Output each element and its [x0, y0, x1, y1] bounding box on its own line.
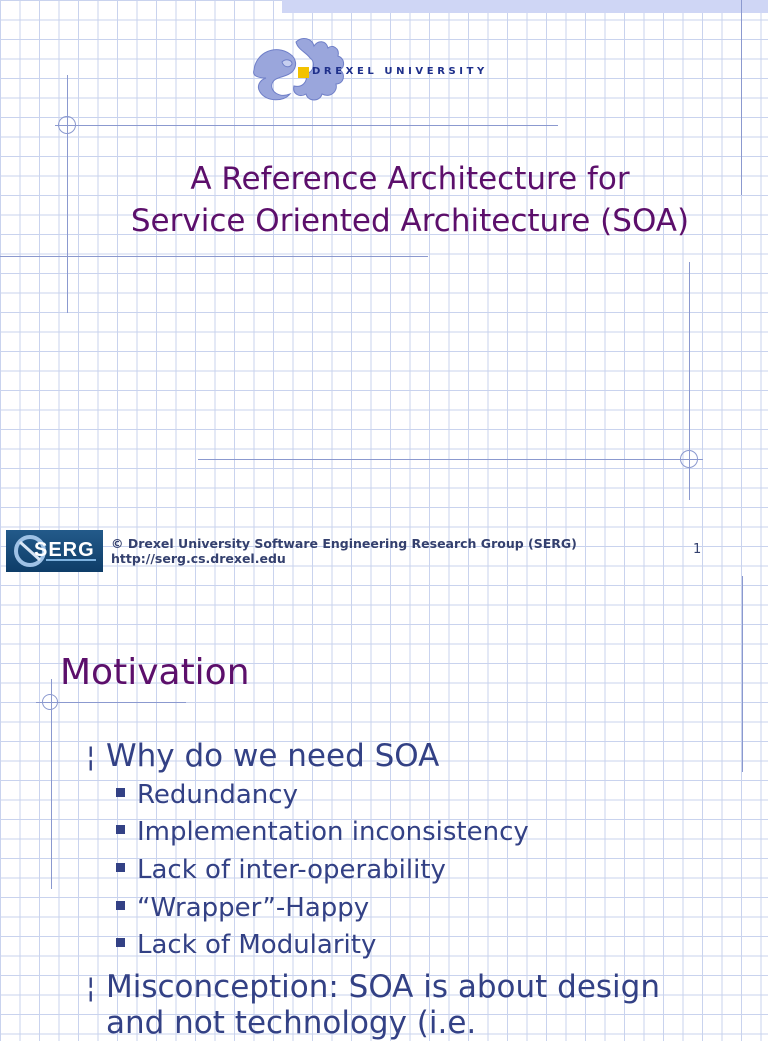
footer-copyright: © Drexel University Software Engineering Research Group (SERG): [111, 536, 577, 551]
crosshair-circle: [680, 450, 698, 468]
bullet-text: Why do we need SOA: [106, 738, 440, 774]
crosshair-circle: [42, 694, 58, 710]
horizontal-rule: [36, 702, 186, 703]
sub-bullet-text: “Wrapper”-Happy: [137, 893, 370, 923]
page-number: 1: [693, 542, 702, 557]
footer-text: [111, 536, 577, 566]
title-line-2: Service Oriented Architecture (SOA): [130, 203, 690, 239]
square-bullet-icon: [116, 863, 125, 872]
bullet-text: Misconception: SOA is about design: [106, 969, 660, 1005]
crosshair-circle: [58, 116, 76, 134]
logo-accent-square: [298, 67, 309, 78]
vertical-rule: [742, 576, 743, 772]
square-bullet-icon: [116, 938, 125, 947]
bullet-marker: ¦: [86, 740, 96, 773]
square-bullet-icon: [116, 788, 125, 797]
horizontal-rule: [198, 459, 703, 460]
slide-heading: Motivation: [60, 652, 250, 693]
vertical-rule: [51, 679, 52, 889]
sub-bullet-text: Redundancy: [137, 780, 298, 810]
sub-bullet-item: [116, 930, 376, 960]
sub-bullet-text: Lack of inter-operability: [137, 855, 446, 885]
sub-bullet-text: Implementation inconsistency: [137, 817, 529, 847]
horizontal-rule: [0, 256, 428, 257]
square-bullet-icon: [116, 825, 125, 834]
bullet-item: [86, 738, 439, 774]
slide-title: [60, 158, 760, 242]
logo-wordmark: DREXEL UNIVERSITY: [312, 66, 488, 77]
square-bullet-icon: [116, 901, 125, 910]
sub-bullet-item: [116, 817, 529, 847]
bullet-marker: ¦: [86, 971, 96, 1004]
footer-url[interactable]: http://serg.cs.drexel.edu: [111, 551, 286, 566]
title-line-1: A Reference Architecture for: [190, 161, 630, 197]
serg-logo-text: SERG: [34, 539, 95, 561]
sub-bullet-text: Lack of Modularity: [137, 930, 377, 960]
sub-bullet-item: [116, 893, 369, 923]
sub-bullet-item: [116, 780, 298, 810]
bullet-continuation: and not technology (i.e.: [106, 1005, 477, 1041]
top-accent-band: [282, 0, 768, 13]
serg-logo: [6, 530, 103, 572]
horizontal-rule: [55, 125, 558, 126]
sub-bullet-item: [116, 855, 446, 885]
bullet-item: [86, 969, 660, 1005]
